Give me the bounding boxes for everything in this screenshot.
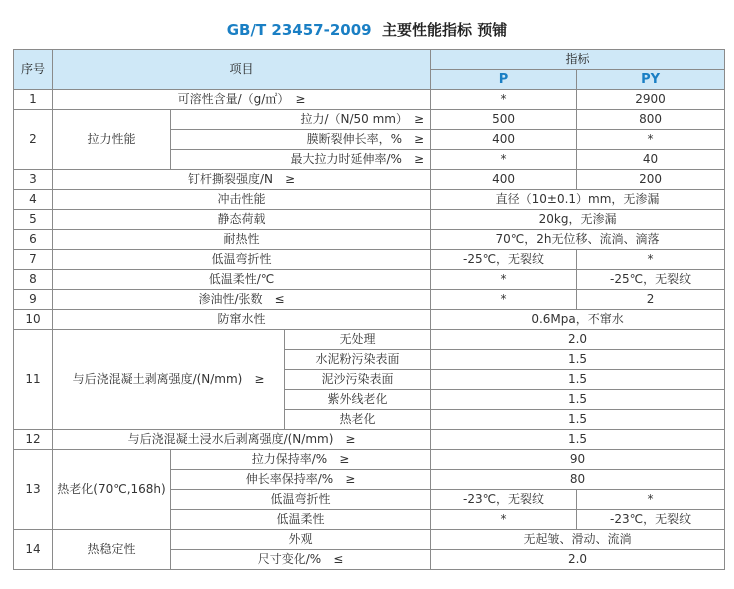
row-no: 4 (14, 190, 53, 210)
sub-label: 紫外线老化 (285, 390, 431, 410)
row-group: 热稳定性 (53, 530, 171, 570)
row-no: 7 (14, 250, 53, 270)
value-py: 2900 (577, 90, 725, 110)
value-merged: 90 (431, 450, 725, 470)
header-item: 项目 (53, 50, 431, 90)
value-p: * (431, 510, 577, 530)
row-label: 防窜水性 (53, 310, 431, 330)
row-label: 冲击性能 (53, 190, 431, 210)
value-py: 800 (577, 110, 725, 130)
value-merged: 0.6Mpa，不窜水 (431, 310, 725, 330)
header-row (14, 50, 725, 70)
standard-code: GB/T 23457-2009 (226, 21, 372, 39)
value-py: 2 (577, 290, 725, 310)
table-row (14, 230, 725, 250)
row-label: 钉杆撕裂强度/N ≥ (53, 170, 431, 190)
value-p: * (431, 90, 577, 110)
header-py: PY (577, 70, 725, 90)
value-merged: 2.0 (431, 550, 725, 570)
row-no: 12 (14, 430, 53, 450)
value-p: 400 (431, 170, 577, 190)
sub-label: 泥沙污染表面 (285, 370, 431, 390)
row-no: 10 (14, 310, 53, 330)
row-label: 低温柔性/℃ (53, 270, 431, 290)
value-py: * (577, 490, 725, 510)
value-merged: 1.5 (431, 430, 725, 450)
value-p: -23℃，无裂纹 (431, 490, 577, 510)
row-no: 2 (14, 110, 53, 170)
table-row (14, 90, 725, 110)
sub-label: 最大拉力时延伸率/% ≥ (171, 150, 431, 170)
sub-label: 拉力保持率/% ≥ (171, 450, 431, 470)
value-merged: 无起皱、滑动、流淌 (431, 530, 725, 550)
value-p: * (431, 290, 577, 310)
row-label: 渗油性/张数 ≤ (53, 290, 431, 310)
value-py: 40 (577, 150, 725, 170)
header-p: P (431, 70, 577, 90)
row-no: 8 (14, 270, 53, 290)
value-py: -23℃，无裂纹 (577, 510, 725, 530)
row-no: 6 (14, 230, 53, 250)
row-no: 11 (14, 330, 53, 430)
table-row (14, 330, 725, 350)
row-no: 9 (14, 290, 53, 310)
row-label: 静态荷载 (53, 210, 431, 230)
sub-label: 低温弯折性 (171, 490, 431, 510)
value-merged: 1.5 (431, 370, 725, 390)
value-p: * (431, 150, 577, 170)
title-text: 主要性能指标 预铺 (382, 21, 508, 39)
value-merged: 2.0 (431, 330, 725, 350)
row-label: 低温弯折性 (53, 250, 431, 270)
value-merged: 1.5 (431, 410, 725, 430)
value-merged: 直径（10±0.1）mm，无渗漏 (431, 190, 725, 210)
value-p: * (431, 270, 577, 290)
value-merged: 1.5 (431, 390, 725, 410)
value-merged: 20kg，无渗漏 (431, 210, 725, 230)
row-group: 拉力性能 (53, 110, 171, 170)
value-merged: 1.5 (431, 350, 725, 370)
value-p: 500 (431, 110, 577, 130)
row-group: 与后浇混凝土剥离强度/(N/mm) ≥ (53, 330, 285, 430)
value-merged: 70℃，2h无位移、流淌、滴落 (431, 230, 725, 250)
table-row (14, 270, 725, 290)
value-py: * (577, 130, 725, 150)
table-row (14, 290, 725, 310)
spec-table (13, 49, 725, 570)
table-row (14, 110, 725, 130)
row-label: 与后浇混凝土浸水后剥离强度/(N/mm) ≥ (53, 430, 431, 450)
row-no: 14 (14, 530, 53, 570)
sub-label: 外观 (171, 530, 431, 550)
table-row (14, 310, 725, 330)
row-group: 热老化(70℃,168h) (53, 450, 171, 530)
table-row (14, 170, 725, 190)
row-no: 13 (14, 450, 53, 530)
sub-label: 膜断裂伸长率，% ≥ (171, 130, 431, 150)
sub-label: 尺寸变化/% ≤ (171, 550, 431, 570)
table-row (14, 190, 725, 210)
table-row (14, 430, 725, 450)
sub-label: 伸长率保持率/% ≥ (171, 470, 431, 490)
row-no: 3 (14, 170, 53, 190)
header-no: 序号 (14, 50, 53, 90)
sub-label: 水泥粉污染表面 (285, 350, 431, 370)
sub-label: 无处理 (285, 330, 431, 350)
row-label: 耐热性 (53, 230, 431, 250)
value-py: 200 (577, 170, 725, 190)
header-index: 指标 (431, 50, 725, 70)
value-p: -25℃，无裂纹 (431, 250, 577, 270)
table-row (14, 250, 725, 270)
row-no: 5 (14, 210, 53, 230)
row-label: 可溶性含量/（g/㎡） ≥ (53, 90, 431, 110)
sub-label: 热老化 (285, 410, 431, 430)
value-p: 400 (431, 130, 577, 150)
sub-label: 拉力/（N/50 mm） ≥ (171, 110, 431, 130)
value-merged: 80 (431, 470, 725, 490)
value-py: -25℃，无裂纹 (577, 270, 725, 290)
page-title (0, 19, 734, 40)
table-row (14, 210, 725, 230)
value-py: * (577, 250, 725, 270)
sub-label: 低温柔性 (171, 510, 431, 530)
row-no: 1 (14, 90, 53, 110)
table-row (14, 450, 725, 470)
table-row (14, 530, 725, 550)
